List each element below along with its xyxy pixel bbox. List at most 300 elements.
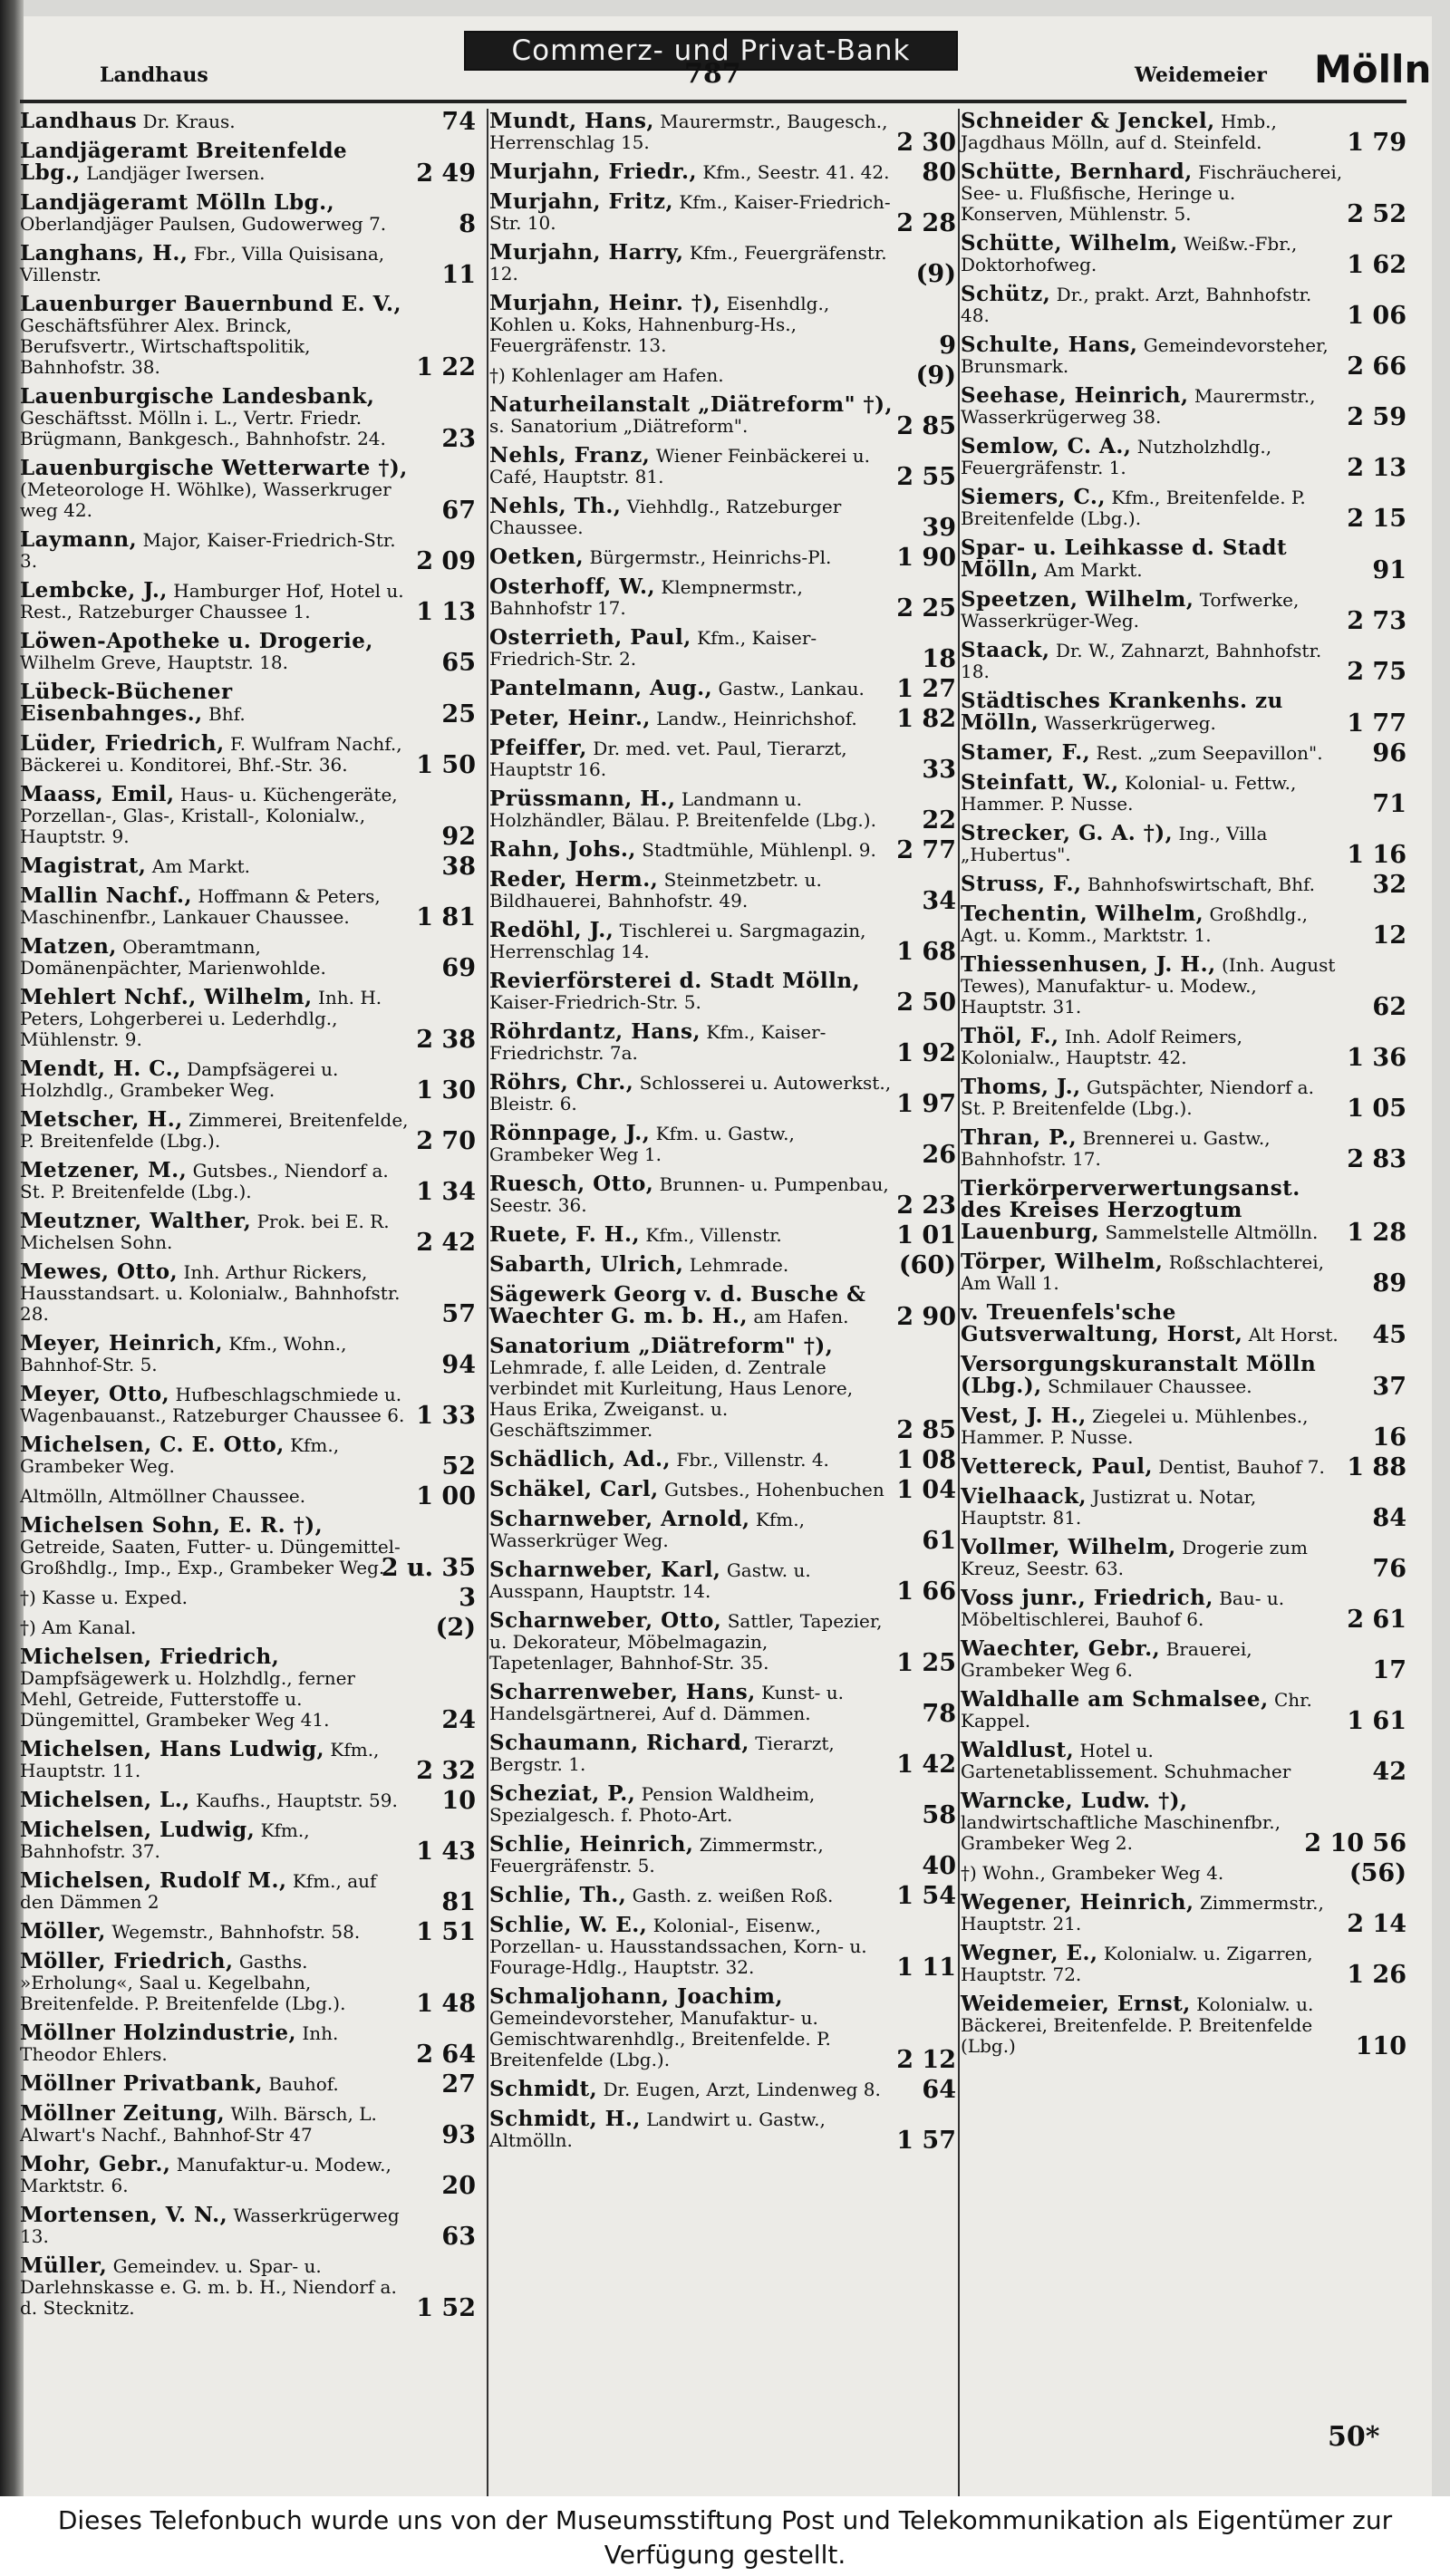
entry-name: Michelsen, C. E. Otto,: [20, 1433, 285, 1457]
phone-number: 81: [441, 1888, 476, 1916]
directory-entry: [20, 1614, 476, 1642]
phone-number: 1 04: [896, 1476, 956, 1504]
entry-description: Rest. „zum Seepavillon".: [1096, 742, 1323, 764]
phone-number: 1 57: [896, 2127, 956, 2155]
entry-description: Hamburger Hof, Hotel u. Rest., Ratzeburger Chaussee 1.: [20, 580, 404, 622]
entry-description: Kfm. u. Gastw., Grambeker Weg 1.: [489, 1123, 795, 1165]
entry-name: Matzen,: [20, 934, 117, 959]
entry-description: Dr., prakt. Arzt, Bahnhofstr. 48.: [961, 284, 1312, 326]
entry-description: Haus- u. Küchengeräte, Porzellan-, Glas-, Kristall-, Kolonialw., Hauptstr. 9.: [20, 784, 398, 847]
entry-description: Inh. Arthur Rickers, Hausstandsart. u. Kolonialw., Bahnhofstr. 28.: [20, 1261, 401, 1325]
directory-entry: [961, 535, 1406, 584]
entry-name: Thiessenhusen, J. H.,: [961, 952, 1216, 977]
entry-description: landwirtschaftliche Maschinenfbr., Grambeker Weg 2.: [961, 1811, 1281, 1854]
directory-entry: [489, 291, 956, 360]
directory-entry: [20, 1331, 476, 1379]
directory-entry: [489, 1251, 956, 1279]
entry-name: Schaumann, Richard,: [489, 1731, 749, 1755]
phone-number: 2 23: [896, 1192, 956, 1220]
phone-number: 32: [1372, 871, 1406, 899]
entry-description: Landjäger Iwersen.: [86, 162, 266, 184]
entry-name: Thöl, F.,: [961, 1024, 1059, 1048]
entry-description: Dr. Kraus.: [142, 111, 236, 132]
entry-description: Kfm., Breitenfelde. P. Breitenfelde (Lbg.).: [961, 487, 1306, 529]
entry-name: Thoms, J.,: [961, 1075, 1081, 1099]
phone-number: 1 08: [896, 1446, 956, 1474]
entry-name: Schmidt,: [489, 2077, 598, 2101]
entry-name: Schlie, W. E.,: [489, 1913, 648, 1937]
phone-number: 74: [441, 108, 476, 136]
entry-name: Schneider & Jenckel,: [961, 109, 1215, 133]
entry-description: Prok. bei E. R. Michelsen Sohn.: [20, 1211, 390, 1253]
directory-entry: [20, 578, 476, 626]
entry-name: Möllner Privatbank,: [20, 2071, 263, 2096]
entry-description: Gasth. z. weißen Roß.: [632, 1885, 834, 1906]
entry-name: Wegener, Heinrich,: [961, 1890, 1194, 1915]
entry-name: Vettereck, Paul,: [961, 1454, 1154, 1479]
directory-entry: [20, 1158, 476, 1206]
entry-name: Lembcke, J.,: [20, 578, 168, 603]
phone-number: 27: [441, 2070, 476, 2098]
phone-number: 2 52: [1347, 200, 1406, 228]
directory-entry: [961, 1484, 1406, 1532]
directory-entry: [961, 1859, 1406, 1887]
entry-description: Wasserkrügerweg.: [1044, 712, 1216, 734]
phone-number: 1 27: [896, 675, 956, 703]
entry-name: Thran, P.,: [961, 1125, 1078, 1150]
phone-number: 1 88: [1347, 1453, 1406, 1481]
directory-entry: [20, 1259, 476, 1328]
directory-entry: [20, 934, 476, 982]
phone-number: (9): [915, 260, 956, 288]
phone-number: 78: [922, 1700, 956, 1728]
phone-number: 8: [459, 210, 476, 238]
entry-description: Inh. Adolf Reimers, Kolonialw., Hauptstr. 42.: [961, 1026, 1242, 1068]
directory-entry: [20, 384, 476, 453]
directory-entry: [20, 883, 476, 931]
directory-entry: [961, 1404, 1406, 1452]
phone-number: 96: [1372, 739, 1406, 767]
entry-name: Metscher, H.,: [20, 1107, 183, 1132]
entry-name: Osterhoff, W.,: [489, 574, 655, 599]
phone-number: 1 28: [1347, 1219, 1406, 1247]
phone-number: 1 00: [416, 1482, 476, 1510]
phone-number: 37: [1372, 1373, 1406, 1401]
phone-number: 2 77: [896, 836, 956, 864]
phone-number: 26: [922, 1141, 956, 1169]
directory-column-2: [489, 111, 956, 2159]
entry-name: Michelsen Sohn, E. R. †),: [20, 1513, 324, 1538]
entry-description: Gastw., Lankau.: [718, 678, 865, 699]
entry-description: Bahnhofswirtschaft, Bhf.: [1087, 873, 1316, 895]
phone-number: 57: [441, 1300, 476, 1328]
entry-name: Törper, Wilhelm,: [961, 1249, 1164, 1274]
entry-description: Viehhdlg., Ratzeburger Chaussee.: [489, 496, 842, 538]
entry-description: Kfm., Villenstr.: [645, 1224, 782, 1246]
entry-name: Voss junr., Friedrich,: [961, 1586, 1213, 1610]
entry-name: Lauenburgische Wetterwarte †),: [20, 456, 408, 480]
directory-entry: [20, 1433, 476, 1481]
entry-name: Schlie, Th.,: [489, 1883, 627, 1907]
entry-description: Weißw.-Fbr., Doktorhofweg.: [961, 233, 1298, 275]
directory-entry: [20, 1209, 476, 1257]
phone-number: 2 38: [416, 1026, 476, 1054]
directory-entry: [961, 689, 1406, 738]
entry-name: Schütz,: [961, 282, 1051, 306]
phone-number: 2 61: [1347, 1606, 1406, 1634]
directory-entry: [961, 1941, 1406, 1989]
directory-entry: [489, 1558, 956, 1606]
entry-description: Kfm., Feuergräfenstr. 12.: [489, 242, 887, 285]
entry-description: Gastw. u. Ausspann, Hauptstr. 14.: [489, 1559, 811, 1602]
entry-description: Pension Waldheim, Spezialgesch. f. Photo-Art.: [489, 1783, 816, 1826]
entry-name: Sägewerk Georg v. d. Busche & Waechter G. m. b. H.,: [489, 1282, 866, 1328]
entry-description: Kfm., Seestr. 41. 42.: [702, 161, 890, 183]
phone-number: 1 11: [896, 1954, 956, 1982]
phone-number: 2 73: [1347, 607, 1406, 635]
entry-description: Wilhelm Greve, Hauptstr. 18.: [20, 651, 288, 673]
directory-entry: [961, 1453, 1406, 1481]
entry-description: Lehmrade.: [689, 1254, 789, 1276]
entry-name: Scharnweber, Karl,: [489, 1558, 721, 1582]
directory-entry: [20, 853, 476, 881]
entry-description: Schlosserei u. Autowerkst., Bleistr. 6.: [489, 1072, 892, 1114]
directory-entry: [961, 231, 1406, 279]
directory-entry: [20, 1818, 476, 1866]
directory-entry: [489, 1476, 956, 1504]
directory-entry: [489, 1913, 956, 1982]
phone-number: 1 92: [896, 1039, 956, 1067]
directory-entry: [961, 1890, 1406, 1938]
directory-entry: [489, 1019, 956, 1067]
directory-entry: [489, 240, 956, 288]
phone-number: 92: [441, 823, 476, 851]
directory-entry: [961, 1176, 1406, 1247]
entry-description: F. Wulfram Nachf., Bäckerei u. Konditorei, Bhf.-Str. 36.: [20, 733, 402, 776]
entry-description: (Meteorologe H. Wöhlke), Wasserkruger weg 42.: [20, 478, 392, 521]
directory-entry: [489, 1334, 956, 1444]
entry-description: Kaiser-Friedrich-Str. 5.: [489, 991, 701, 1013]
directory-entry: [489, 1781, 956, 1829]
entry-description: Sattler, Tapezier, u. Dekorateur, Möbelmagazin, Tapetenlager, Bahnhof-Str. 35.: [489, 1610, 883, 1674]
entry-name: Lauenburger Bauernbund E. V.,: [20, 292, 401, 316]
directory-entry: [20, 1382, 476, 1430]
directory-entry: [961, 638, 1406, 686]
entry-description: Dr. Eugen, Arzt, Lindenweg 8.: [603, 2079, 881, 2100]
entry-name: Mundt, Hans,: [489, 109, 654, 133]
phone-number: 1 90: [896, 544, 956, 572]
directory-entry: [489, 189, 956, 237]
entry-description: Kunst- u. Handelsgärtnerei, Auf d. Dämmen.: [489, 1682, 845, 1724]
directory-entry: [20, 680, 476, 728]
phone-number: 94: [441, 1351, 476, 1379]
phone-number: 9: [939, 332, 956, 360]
entry-name: Steinfatt, W.,: [961, 770, 1119, 795]
directory-entry: [489, 786, 956, 835]
entry-description: Tierarzt, Bergstr. 1.: [489, 1732, 835, 1775]
entry-description: Wasserkrügerweg 13.: [20, 2205, 400, 2247]
phone-number: 1 62: [1347, 251, 1406, 279]
entry-description: Gasths. »Erholung«, Saal u. Kegelbahn, Breitenfelde. P. Breitenfelde (Lbg.).: [20, 1951, 346, 2014]
entry-name: Magistrat,: [20, 854, 147, 878]
entry-name: Revierförsterei d. Stadt Mölln,: [489, 969, 861, 993]
entry-description: Kaufhs., Hauptstr. 59.: [196, 1790, 398, 1811]
entry-description: Fbr., Villenstr. 4.: [676, 1449, 829, 1471]
entry-description: Zimmermstr., Hauptstr. 21.: [961, 1892, 1324, 1934]
phone-number: 1 30: [416, 1076, 476, 1105]
entry-description: Gemeindevorsteher, Brunsmark.: [961, 334, 1329, 377]
entry-name: Rönnpage, J.,: [489, 1121, 651, 1145]
directory-entry: [961, 109, 1406, 157]
phone-number: 2 66: [1347, 352, 1406, 381]
phone-number: 62: [1372, 993, 1406, 1021]
entry-description: Kolonial-, Eisenw., Porzellan- u. Hausstandssachen, Korn- u. Fourage-Hdlg., Hauptstr. 32.: [489, 1915, 867, 1978]
phone-number: 2 64: [416, 2041, 476, 2069]
entry-name: Schmidt, H.,: [489, 2107, 641, 2131]
directory-entry: [961, 871, 1406, 899]
directory-entry: [961, 1789, 1406, 1857]
entry-description: Am Markt.: [1044, 559, 1143, 581]
directory-entry: [489, 625, 956, 673]
directory-entry: [20, 527, 476, 575]
entry-description: Schmilauer Chaussee.: [1047, 1375, 1252, 1397]
entry-name: Michelsen, Friedrich,: [20, 1645, 280, 1669]
entry-name: Möller,: [20, 1919, 106, 1944]
phone-number: 61: [922, 1527, 956, 1555]
phone-number: 23: [441, 425, 476, 453]
entry-name: Lüder, Friedrich,: [20, 731, 225, 756]
entry-name: Landhaus: [20, 109, 138, 133]
entry-description: Fischräucherei, See- u. Flußfische, Heringe u. Konserven, Mühlenstr. 5.: [961, 161, 1343, 225]
directory-entry: [489, 574, 956, 622]
entry-name: Schäkel, Carl,: [489, 1477, 659, 1501]
phone-number: 24: [441, 1706, 476, 1734]
phone-number: 1 61: [1347, 1707, 1406, 1735]
phone-number: 11: [441, 261, 476, 289]
entry-name: Schlie, Heinrich,: [489, 1832, 694, 1857]
entry-name: Städtisches Krankenhs. zu Mölln,: [961, 689, 1283, 735]
entry-name: Mehlert Nchf., Wilhelm,: [20, 985, 313, 1009]
entry-name: Pantelmann, Aug.,: [489, 676, 713, 700]
phone-number: 42: [1372, 1758, 1406, 1786]
phone-number: 1 36: [1347, 1044, 1406, 1072]
entry-description: Großhdlg., Agt. u. Komm., Marktstr. 1.: [961, 903, 1309, 946]
phone-number: 63: [441, 2223, 476, 2251]
entry-name: Weidemeier, Ernst,: [961, 1992, 1191, 2016]
directory-entry: [961, 1024, 1406, 1072]
directory-entry: [489, 867, 956, 915]
entry-name: Scharrenweber, Hans,: [489, 1680, 756, 1704]
phone-number: 1 25: [896, 1649, 956, 1677]
entry-description: Ing., Villa „Hubertus".: [961, 823, 1268, 865]
entry-name: Semlow, C. A.,: [961, 434, 1132, 458]
caption: Dieses Telefonbuch wurde uns von der Museumsstiftung Post und Telekommunikation als Eigentümer zur Verfügung gestellt.: [0, 2496, 1450, 2576]
directory-entry: [961, 159, 1406, 228]
phone-number: 2 85: [896, 1416, 956, 1444]
entry-description: Gutspächter, Niendorf a. St. P. Breitenfelde (Lbg.).: [961, 1076, 1314, 1119]
phone-number: 1 77: [1347, 709, 1406, 738]
directory-entry: [20, 2021, 476, 2069]
entry-description: s. Sanatorium „Diätreform".: [489, 415, 749, 437]
directory-entry: [489, 918, 956, 966]
phone-number: 3: [459, 1584, 476, 1612]
phone-number: 1 82: [896, 705, 956, 733]
phone-number: 2 55: [896, 463, 956, 491]
entry-name: Wegner, E.,: [961, 1941, 1098, 1965]
phone-number: 38: [441, 853, 476, 881]
entry-name: Spar- u. Leihkasse d. Stadt Mölln,: [961, 535, 1288, 582]
phone-number: 1 97: [896, 1090, 956, 1118]
directory-entry: [20, 190, 476, 238]
phone-number: 16: [1372, 1423, 1406, 1452]
directory-entry: [961, 1586, 1406, 1634]
phone-number: 1 16: [1347, 841, 1406, 869]
entry-description: Bau- u. Möbeltischlerei, Bauhof 6.: [961, 1587, 1285, 1630]
entry-description: Hmb., Jagdhaus Mölln, auf d. Steinfeld.: [961, 111, 1277, 153]
entry-name: Pfeiffer,: [489, 736, 587, 760]
entry-name: Schütte, Bernhard,: [961, 159, 1193, 184]
entry-description: Chr. Kappel.: [961, 1689, 1312, 1732]
phone-number: 1 50: [416, 751, 476, 779]
directory-entry: [20, 1737, 476, 1785]
entry-name: Siemers, C.,: [961, 485, 1106, 509]
phone-number: 2 12: [896, 2046, 956, 2074]
directory-entry: [961, 1738, 1406, 1786]
entry-description: Getreide, Saaten, Futter- u. Düngemittel-Großhdlg., Imp., Exp., Grambeker Weg.: [20, 1536, 401, 1578]
entry-description: Wegemstr., Bahnhofstr. 58.: [111, 1921, 361, 1943]
phone-number: 1 43: [416, 1838, 476, 1866]
phone-number: 58: [922, 1801, 956, 1829]
entry-description: Kfm., Wasserkrüger Weg.: [489, 1509, 805, 1551]
directory-entry: [961, 282, 1406, 330]
directory-entry: [20, 2152, 476, 2200]
phone-number: 1 26: [1347, 1961, 1406, 1989]
directory-entry: [489, 1172, 956, 1220]
entry-name: Meyer, Otto,: [20, 1382, 170, 1406]
directory-entry: [489, 1680, 956, 1728]
phone-number: 2 09: [416, 547, 476, 575]
entry-description: †) Kohlenlager am Hafen.: [489, 364, 724, 386]
phone-number: 2 13: [1347, 454, 1406, 482]
entry-name: Laymann,: [20, 527, 138, 552]
entry-description: Fbr., Villa Quisisana, Villenstr.: [20, 243, 385, 285]
entry-description: Inh. Theodor Ehlers.: [20, 2022, 339, 2065]
entry-name: Möllner Holzindustrie,: [20, 2021, 296, 2045]
entry-description: Sammelstelle Altmölln.: [1105, 1221, 1319, 1243]
entry-description: Altmölln, Altmöllner Chaussee.: [20, 1485, 306, 1507]
entry-name: v. Treuenfels'sche Gutsverwaltung, Horst,: [961, 1300, 1243, 1346]
entry-name: Waldhalle am Schmalsee,: [961, 1687, 1269, 1712]
entry-description: Kfm., Hauptstr. 11.: [20, 1739, 380, 1781]
entry-name: Techentin, Wilhelm,: [961, 902, 1204, 926]
directory-entry: [489, 705, 956, 733]
phone-number: 2 70: [416, 1127, 476, 1155]
directory-entry: [20, 985, 476, 1054]
entry-name: Ruete, F. H.,: [489, 1222, 641, 1247]
directory-entry: [20, 2253, 476, 2322]
entry-name: Murjahn, Friedr.,: [489, 159, 697, 184]
entry-name: Röhrdantz, Hans,: [489, 1019, 701, 1044]
entry-description: Oberlandjäger Paulsen, Gudowerweg 7.: [20, 213, 387, 235]
entry-name: Sabarth, Ulrich,: [489, 1252, 684, 1277]
entry-description: Justizrat u. Notar, Hauptstr. 81.: [961, 1486, 1257, 1529]
entry-name: Vest, J. H.,: [961, 1404, 1087, 1428]
phone-number: 2 32: [416, 1757, 476, 1785]
phone-number: 1 68: [896, 938, 956, 966]
entry-description: Lehmrade, f. alle Leiden, d. Zentrale verbindet mit Kurleitung, Haus Lenore, Haus Erika, Zweiganst. u. Geschäftszimmer.: [489, 1356, 854, 1441]
phone-number: 1 51: [416, 1918, 476, 1946]
entry-description: Steinmetzbetr. u. Bildhauerei, Bahnhofstr. 49.: [489, 869, 822, 912]
phone-number: 1 79: [1347, 129, 1406, 157]
entry-description: Stadtmühle, Mühlenpl. 9.: [642, 839, 876, 861]
entry-description: Bauhof.: [268, 2073, 339, 2095]
entry-description: Kolonialw. u. Bäckerei, Breitenfelde. P. Breitenfelde (Lbg.): [961, 1993, 1314, 2057]
directory-entry: [489, 1608, 956, 1677]
phone-number: 1 13: [416, 598, 476, 626]
directory-entry: [489, 1984, 956, 2074]
entry-name: Mendt, H. C.,: [20, 1056, 181, 1081]
entry-name: Landjägeramt Breitenfelde Lbg.,: [20, 139, 348, 185]
entry-name: Nehls, Franz,: [489, 443, 651, 468]
entry-name: Warncke, Ludw. †),: [961, 1789, 1188, 1813]
phone-number: 64: [922, 2076, 956, 2104]
directory-entry: [489, 362, 956, 390]
directory-entry: [961, 1300, 1406, 1349]
entry-name: Staack,: [961, 638, 1050, 662]
entry-description: Dampfsägewerk u. Holzhdlg., ferner Mehl, Getreide, Futterstoffe u. Düngemittel, Grambeker Weg 41.: [20, 1667, 355, 1731]
directory-entry: [961, 1992, 1406, 2060]
city-name: Mölln: [1314, 47, 1432, 92]
phone-number: 1 81: [416, 903, 476, 931]
phone-number: 2 59: [1347, 403, 1406, 431]
phone-number: 2 42: [416, 1229, 476, 1257]
phone-number: 2 30: [896, 129, 956, 157]
entry-name: Tierkörperverwertungsanst. des Kreises Herzogtum Lauenburg,: [961, 1176, 1300, 1244]
entry-name: Waldlust,: [961, 1738, 1075, 1762]
directory-entry: [489, 1446, 956, 1474]
phone-number: 2 50: [896, 989, 956, 1017]
page-number: 787: [684, 58, 741, 90]
directory-entry: [489, 1121, 956, 1169]
directory-entry: [961, 902, 1406, 950]
entry-description: Hotel u. Gartenetablissement. Schuhmacher: [961, 1740, 1291, 1782]
entry-description: Brauerei, Grambeker Weg 6.: [961, 1638, 1252, 1681]
entry-description: Drogerie zum Kreuz, Seestr. 63.: [961, 1537, 1308, 1579]
phone-number: 67: [441, 497, 476, 525]
phone-number: 45: [1372, 1321, 1406, 1349]
entry-description: Oberamtmann, Domänenpächter, Marienwohlde.: [20, 936, 326, 979]
entry-description: Hoffmann & Peters, Maschinenfbr., Lankauer Chaussee.: [20, 885, 381, 928]
entry-description: Dr. W., Zahnarzt, Bahnhofstr. 18.: [961, 640, 1322, 682]
column-divider: [958, 109, 960, 2496]
entry-name: Sanatorium „Diätreform" †),: [489, 1334, 834, 1358]
entry-description: Gutsbes., Niendorf a. St. P. Breitenfelde (Lbg.).: [20, 1160, 389, 1202]
entry-description: Landwirt u. Gastw., Altmölln.: [489, 2108, 826, 2151]
directory-entry: [20, 2070, 476, 2098]
phone-number: 2 85: [896, 412, 956, 440]
directory-column-3: [961, 111, 1406, 2065]
entry-description: Brunnen- u. Pumpenbau, Seestr. 36.: [489, 1173, 889, 1216]
entry-description: Dampfsägerei u. Holzhdlg., Grambeker Weg.: [20, 1058, 339, 1101]
entry-name: Vielhaack,: [961, 1484, 1088, 1509]
entry-description: Dr. med. vet. Paul, Tierarzt, Hauptstr 16.: [489, 738, 847, 780]
entry-description: Kfm., Kaiser-Friedrichstr. 7a.: [489, 1021, 826, 1064]
directory-entry: [961, 383, 1406, 431]
phone-number: 33: [922, 756, 956, 784]
entry-name: Schulte, Hans,: [961, 333, 1138, 357]
directory-entry: [20, 241, 476, 289]
phone-number: 2 28: [896, 209, 956, 237]
